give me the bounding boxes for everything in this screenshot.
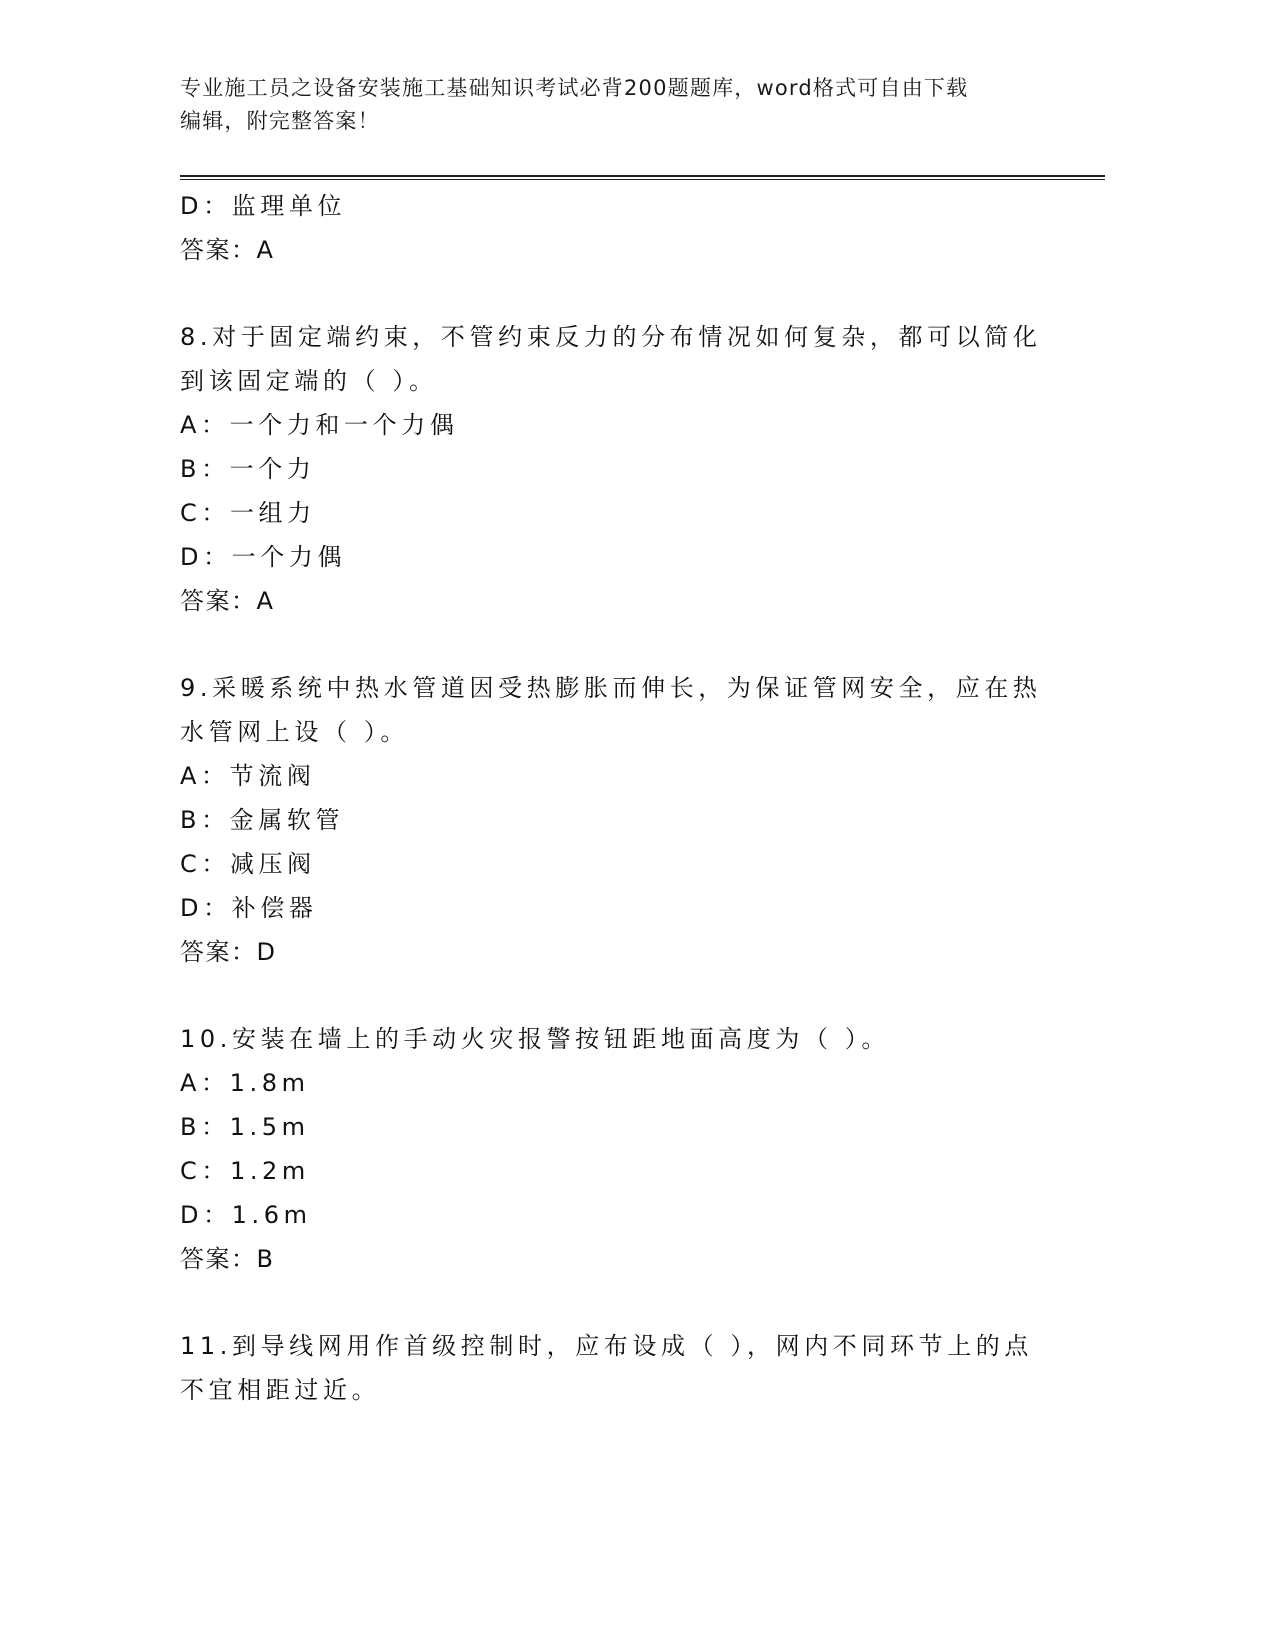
option-c: C：1.2m (180, 1157, 310, 1185)
answer-line: 答案：B (180, 1245, 275, 1273)
question-stem-line-2: 水管网上设（ ）。 (180, 718, 410, 746)
question-stem-line-1: 9.采暖系统中热水管道因受热膨胀而伸长，为保证管网安全，应在热 (180, 674, 1042, 702)
option-b: B：1.5m (180, 1113, 310, 1141)
question-stem-line-2: 到该固定端的（ ）。 (180, 367, 438, 395)
answer-line: 答案：A (180, 236, 275, 264)
header-title-line-2: 编辑，附完整答案！ (180, 109, 380, 133)
question-11 (180, 1324, 1060, 1412)
question-stem-line-1: 8.对于固定端约束，不管约束反力的分布情况如何复杂，都可以简化 (180, 323, 1042, 351)
document-header (180, 72, 1040, 138)
question-gap (180, 974, 1060, 1017)
question-8 (180, 315, 1060, 623)
option-d: D：监理单位 (180, 192, 347, 220)
question-stem-line-2: 不宜相距过近。 (180, 1376, 381, 1404)
option-a: A：一个力和一个力偶 (180, 411, 459, 439)
answer-line: 答案：A (180, 587, 275, 615)
question-stem-line-1: 10.安装在墙上的手动火灾报警按钮距地面高度为（ ）。 (180, 1025, 890, 1053)
answer-line: 答案：D (180, 938, 277, 966)
option-d: D：一个力偶 (180, 543, 347, 571)
question-gap (180, 1281, 1060, 1324)
header-divider (180, 175, 1105, 180)
header-title-line-1: 专业施工员之设备安装施工基础知识考试必背200题题库，word格式可自由下载 (180, 76, 969, 100)
option-b: B：金属软管 (180, 806, 345, 834)
question-9 (180, 666, 1060, 974)
option-a: A：1.8m (180, 1069, 310, 1097)
question-list (180, 184, 1060, 1412)
option-d: D：补偿器 (180, 894, 318, 922)
question-stem-line-1: 11.到导线网用作首级控制时，应布设成（ ），网内不同环节上的点 (180, 1332, 1033, 1360)
option-b: B：一个力 (180, 455, 316, 483)
question-gap (180, 623, 1060, 666)
question-10 (180, 1017, 1060, 1281)
option-d: D：1.6m (180, 1201, 312, 1229)
option-c: C：减压阀 (180, 850, 316, 878)
option-a: A：节流阀 (180, 762, 316, 790)
question-gap (180, 272, 1060, 315)
previous-question-tail (180, 184, 1060, 272)
option-c: C：一组力 (180, 499, 316, 527)
